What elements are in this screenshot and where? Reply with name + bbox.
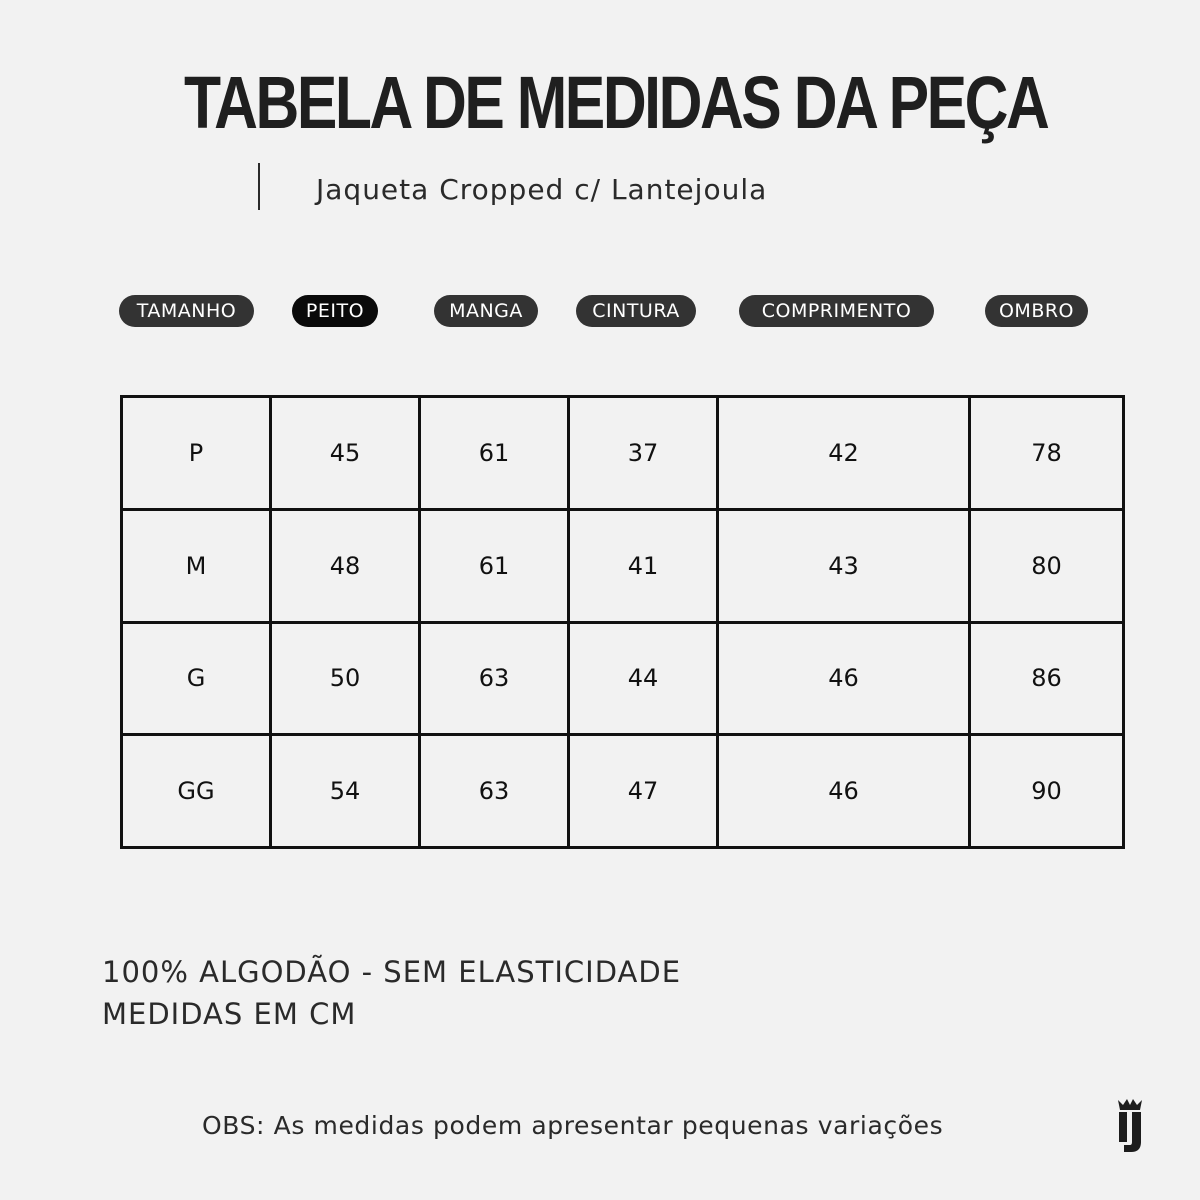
cell-size: G — [122, 622, 271, 735]
table-row — [122, 735, 1124, 848]
cell-cintura: 37 — [569, 397, 718, 510]
cell-cintura: 47 — [569, 735, 718, 848]
cell-manga: 61 — [420, 509, 569, 622]
column-header-cintura: CINTURA — [576, 295, 696, 327]
cell-ombro: 78 — [970, 397, 1124, 510]
cell-cintura: 44 — [569, 622, 718, 735]
cell-peito: 54 — [271, 735, 420, 848]
column-header-ombro: OMBRO — [985, 295, 1088, 327]
cell-comprimento: 46 — [718, 622, 970, 735]
cell-ombro: 80 — [970, 509, 1124, 622]
obs-note: OBS: As medidas podem apresentar pequenas variações — [202, 1111, 944, 1140]
cell-peito: 50 — [271, 622, 420, 735]
cell-comprimento: 43 — [718, 509, 970, 622]
table-row — [122, 622, 1124, 735]
cell-comprimento: 42 — [718, 397, 970, 510]
material-note: 100% ALGODÃO - SEM ELASTICIDADE — [102, 955, 682, 989]
column-header-tamanho: TAMANHO — [119, 295, 254, 327]
cell-ombro: 90 — [970, 735, 1124, 848]
cell-cintura: 41 — [569, 509, 718, 622]
table-row — [122, 509, 1124, 622]
cell-ombro: 86 — [970, 622, 1124, 735]
cell-size: GG — [122, 735, 271, 848]
subtitle-divider — [258, 163, 260, 210]
cell-size: M — [122, 509, 271, 622]
cell-manga: 61 — [420, 397, 569, 510]
cell-peito: 48 — [271, 509, 420, 622]
brand-logo-icon — [1115, 1098, 1145, 1154]
table-row — [122, 397, 1124, 510]
cell-manga: 63 — [420, 735, 569, 848]
page-title: TABELA DE MEDIDAS DA PEÇA — [184, 61, 1048, 144]
size-table — [120, 395, 1125, 849]
product-name: Jaqueta Cropped c/ Lantejoula — [316, 173, 768, 206]
cell-size: P — [122, 397, 271, 510]
units-note: MEDIDAS EM CM — [102, 997, 357, 1031]
cell-peito: 45 — [271, 397, 420, 510]
cell-manga: 63 — [420, 622, 569, 735]
cell-comprimento: 46 — [718, 735, 970, 848]
column-header-manga: MANGA — [434, 295, 538, 327]
column-header-comprimento: COMPRIMENTO — [739, 295, 934, 327]
column-header-peito: PEITO — [292, 295, 378, 327]
